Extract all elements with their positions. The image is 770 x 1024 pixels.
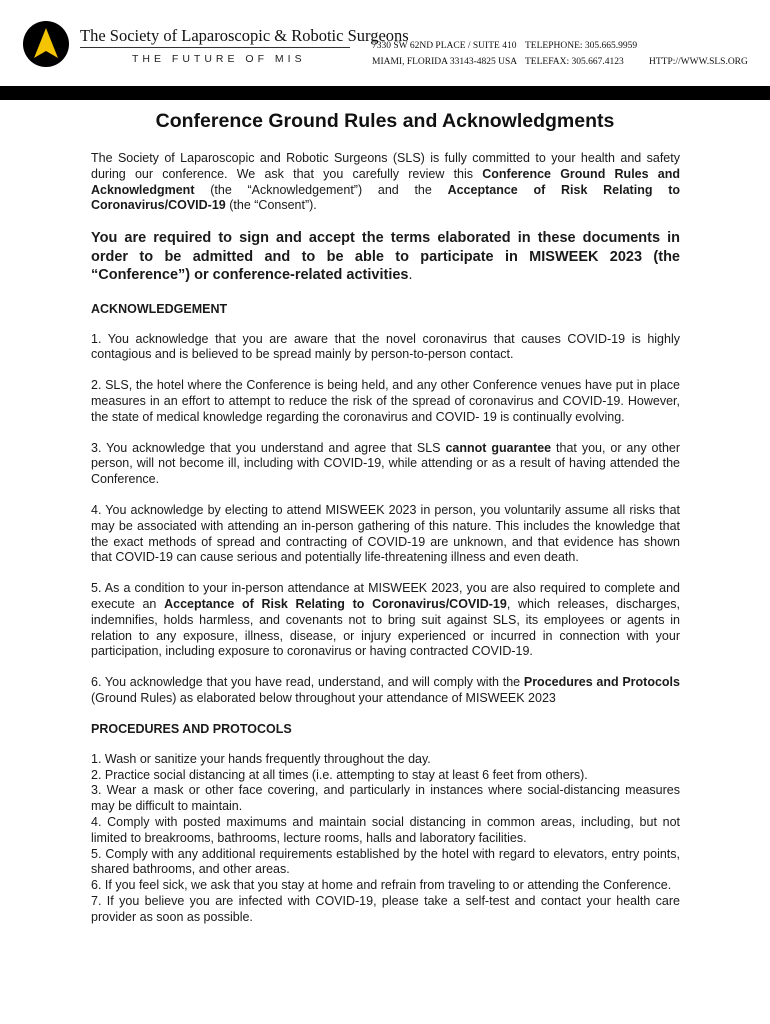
intro-text-2: (the “Acknowledgement”) and the <box>194 182 448 197</box>
procedure-item: 4. Comply with posted maximums and maintain social distancing in common areas, including, but not limited to breakrooms, bathrooms, lecture rooms, halls and laboratory facilities. <box>91 815 680 845</box>
address-line-1: 7330 SW 62ND PLACE / SUITE 410 <box>372 41 517 51</box>
header-rule <box>80 47 350 48</box>
letterhead <box>0 0 770 100</box>
procedures-list <box>91 752 680 926</box>
document-title: Conference Ground Rules and Acknowledgments <box>155 110 615 132</box>
procedure-item: 7. If you believe you are infected with COVID-19, please take a self-test and contact your health care provider as soon as possible. <box>91 894 680 924</box>
requirement-period: . <box>408 267 413 284</box>
procedure-item: 1. Wash or sanitize your hands frequently throughout the day. <box>91 751 431 766</box>
intro-text-1: The Society of Laparoscopic and Robotic Surgeons (SLS) is fully committed to your health and safety during our conference. We ask that you carefully review this <box>91 151 680 181</box>
procedure-item: 6. If you feel sick, we ask that you stay at home and refrain from traveling to or attending the Conference. <box>91 878 672 893</box>
procedure-item: 2. Practice social distancing at all times (i.e. attempting to stay at least 6 feet from others). <box>91 767 588 782</box>
ack-item-3-text-1: 3. You acknowledge that you understand and agree that SLS <box>91 440 446 455</box>
ack-item-6-bold: Procedures and Protocols <box>523 675 680 690</box>
ack-item-6-text-1: 6. You acknowledge that you have read, understand, and will comply with the <box>91 675 524 690</box>
ack-item-5-bold: Acceptance of Risk Relating to Coronavirus/COVID-19 <box>164 597 507 612</box>
intro-bold-2: Acceptance of Risk Relating to Coronavirus/COVID-19 <box>91 182 680 213</box>
ack-item-5 <box>91 581 680 660</box>
address-line-2: MIAMI, FLORIDA 33143-4825 USA <box>372 57 518 67</box>
procedures-heading: PROCEDURES AND PROTOCOLS <box>91 721 292 736</box>
tagline: THE FUTURE OF MIS <box>132 53 306 65</box>
ack-item-3-text-2: that you, or any other person, will not become ill, including with COVID-19, while attending or as a result of having attended the Conference. <box>91 440 681 487</box>
website-link[interactable]: HTTP://WWW.SLS.ORG <box>649 57 748 67</box>
intro-paragraph <box>91 151 680 214</box>
sls-triangle-logo-icon <box>22 20 70 68</box>
document-body <box>91 110 680 926</box>
organization-name: The Society of Laparoscopic & Robotic Surgeons <box>80 26 409 45</box>
telephone: TELEPHONE: 305.665.9959 <box>525 41 638 51</box>
ack-item-5-text-1: 5. As a condition to your in-person attendance at MISWEEK 2023, you are also required to complete and execute an <box>91 581 680 612</box>
procedure-item: 5. Comply with any additional requirements established by the hotel with regard to elevators, entry points, shared bathrooms, and other areas. <box>91 846 680 877</box>
intro-text-3: (the “Consent”). <box>225 198 317 213</box>
procedure-item: 3. Wear a mask or other face covering, and particularly in instances where social-distancing measures may be difficult to maintain. <box>91 783 680 814</box>
intro-bold-1: Conference Ground Rules and Acknowledgment <box>91 166 680 197</box>
telefax: TELEFAX: 305.667.4123 <box>525 57 624 67</box>
requirement-bold: You are required to sign and accept the terms elaborated in these documents in order to be admitted and to be able to participate in MISWEEK 2023 (the “Conference”) or conference-related activities <box>91 230 680 284</box>
ack-item-6-text-2: (Ground Rules) as elaborated below throughout your attendance of MISWEEK 2023 <box>91 691 556 706</box>
ack-item-4: 4. You acknowledge by electing to attend MISWEEK 2023 in person, you voluntarily assume all risks that may be associated with attending an in-person gathering of this nature. This includes the knowledge that the exact methods of spread and contracting of COVID-19 are unknown, and that evidence has shown that COVID-19 can cause serious and potentially life-threatening illness and even death. <box>91 503 680 565</box>
ack-item-3-bold: cannot guarantee <box>445 440 552 455</box>
acknowledgement-heading: ACKNOWLEDGEMENT <box>91 301 228 316</box>
ack-item-1: 1. You acknowledge that you are aware that the novel coronavirus that causes COVID-19 is highly contagious and is believed to be spread mainly by person-to-person contact. <box>91 331 680 362</box>
ack-item-5-text-2: , which releases, discharges, indemnifies, holds harmless, and covenants not to bring suit against SLS, its employees or agents in relation to any exposure, illness, disease, or injury experienced or incurred in connection with your participation, including exposure to coronavirus or having contracted COVID-19. <box>91 597 680 659</box>
ack-item-3 <box>91 441 680 488</box>
requirement-paragraph <box>91 229 680 285</box>
ack-item-6 <box>91 675 680 707</box>
ack-item-2: 2. SLS, the hotel where the Conference is being held, and any other Conference venues have put in place measures in an effort to attempt to reduce the risk of the spread of coronavirus and COVID-19. However, the state of medical knowledge regarding the coronavirus and COVID- 19 is continually evolving. <box>91 378 680 424</box>
header-bar <box>0 86 770 100</box>
